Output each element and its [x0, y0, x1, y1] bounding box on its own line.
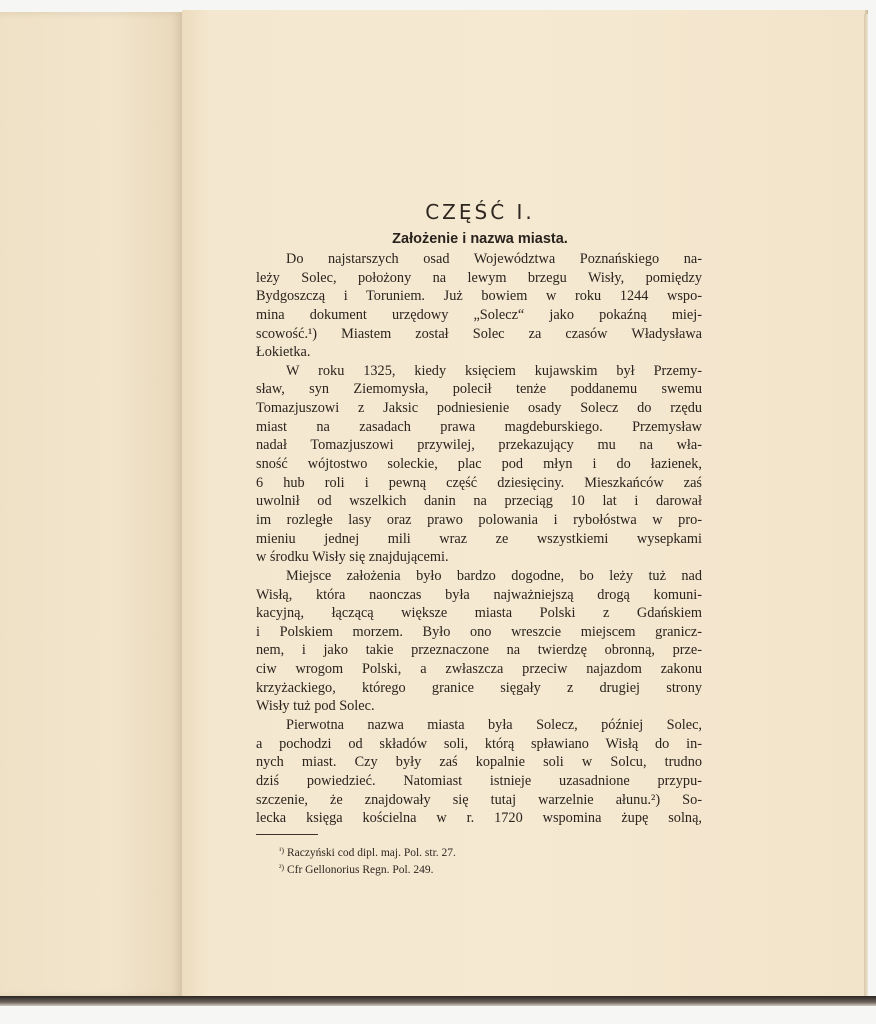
text-line: miast na zasadach prawa magdeburskiego. Przemysław	[256, 418, 702, 435]
text-line: im rozległe lasy oraz prawo polowania i rybołóstwa w pro-	[256, 511, 702, 528]
text-line: ciw wrogom Polski, a zwłaszcza przeciw najazdom zakonu	[256, 661, 702, 678]
text-line: lecka księga kościelna w r. 1720 wspomina żupę solną,	[256, 810, 702, 827]
text-line: leży Solec, położony na lewym brzegu Wisły, pomiędzy	[256, 269, 702, 286]
body-text	[256, 250, 702, 828]
text-line: krzyżackiego, którego granice sięgały z drugiej strony	[256, 679, 702, 696]
text-line: Wisłą, która naonczas była najważniejszą drogą komuni-	[256, 586, 702, 603]
binding-shadow	[0, 996, 876, 1006]
text-line: w środku Wisły się znajdującemi.	[256, 549, 449, 566]
text-line: uwolnił od wszelkich danin na przeciąg 10 lat i darował	[256, 493, 702, 510]
footnote-marker: ²)	[279, 863, 285, 872]
text-line: Pierwotna nazwa miasta była Solecz, później Solec,	[286, 717, 702, 734]
footnote	[279, 859, 456, 876]
text-line: Tomazjuszowi z Jaksic podniesienie osady Solecz do rzędu	[256, 400, 702, 417]
text-line: a pochodzi od składów soli, którą spławiano Wisłą do in-	[256, 735, 702, 752]
text-line: 6 hub roli i pewną część dziesięciny. Mieszkańców zaś	[256, 474, 702, 491]
page-edge	[864, 14, 868, 998]
footnote-divider	[256, 834, 318, 835]
footnote-marker: ¹)	[279, 846, 285, 855]
text-line: nych miast. Czy były zaś kopalnie soli w Solcu, trudno	[256, 754, 702, 771]
text-line: Miejsce założenia było bardzo dogodne, bo leży tuż nad	[286, 567, 702, 584]
text-line: Łokietka.	[256, 344, 311, 361]
footnote-text: Raczyński cod dipl. maj. Pol. str. 27.	[286, 847, 456, 859]
section-title: Założenie i nazwa miasta.	[392, 231, 568, 247]
text-line: nadał Tomazjuszowi przywilej, przekazujący mu na wła-	[256, 437, 702, 454]
text-line: Wisły tuż pod Solec.	[256, 698, 375, 715]
text-line: W roku 1325, kiedy księciem kujawskim był Przemy-	[286, 362, 702, 379]
footnote-text: Cfr Gellonorius Regn. Pol. 249.	[286, 864, 434, 876]
text-line: kacyjną, łączącą większe miasta Polski z Gdańskiem	[256, 605, 702, 622]
text-line: Do najstarszych osad Województwa Poznańskiego na-	[286, 251, 702, 267]
text-line: scowość.¹) Miastem został Solec za czasów Władysława	[256, 325, 702, 342]
text-line: mieniu jednej mili wraz ze wszystkiemi wysepkami	[256, 530, 702, 547]
text-line: sław, syn Ziemomysła, polecił tenże poddanemu swemu	[256, 381, 702, 398]
text-line: i Polskiem morzem. Było ono wreszcie miejscem granicz-	[256, 623, 702, 640]
chapter-heading: CZĘŚĆ I.	[425, 200, 535, 224]
footnotes	[279, 842, 456, 876]
text-line: mina dokument urzędowy „Solecz“ jako pokaźną miej-	[256, 306, 702, 323]
text-line: dziś powiedzieć. Natomiast istnieje uzasadnione przypu-	[256, 772, 702, 789]
left-page	[0, 12, 185, 998]
text-line: nem, i jako takie przeznaczone na twierdzę obronną, prze-	[256, 642, 702, 659]
text-line: szczenie, że znajdowały się tutaj warzelnie ałunu.²) So-	[256, 791, 702, 808]
footnote	[279, 842, 456, 859]
text-line: sność wójtostwo soleckie, plac pod młyn i do łazienek,	[256, 456, 702, 473]
text-line: Bydgoszczą i Toruniem. Już bowiem w roku 1244 wspo-	[256, 288, 702, 305]
